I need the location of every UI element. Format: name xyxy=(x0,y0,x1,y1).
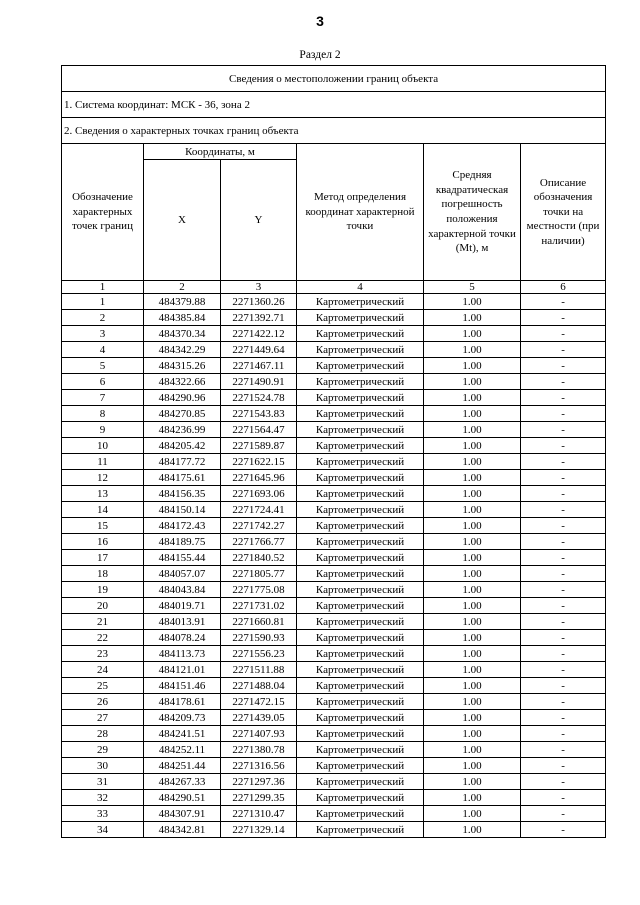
method-cell: Картометрический xyxy=(297,342,424,358)
description-cell: - xyxy=(521,326,606,342)
description-cell: - xyxy=(521,678,606,694)
table-row xyxy=(62,774,606,790)
description-cell: - xyxy=(521,774,606,790)
table-row xyxy=(62,342,606,358)
description-cell: - xyxy=(521,582,606,598)
points-heading: 2. Сведения о характерных точках границ объекта xyxy=(62,118,606,144)
coord-x-cell: 484342.29 xyxy=(144,342,221,358)
description-cell: - xyxy=(521,406,606,422)
coord-x-cell: 484385.84 xyxy=(144,310,221,326)
coord-x-cell: 484151.46 xyxy=(144,678,221,694)
mt-value-cell: 1.00 xyxy=(424,678,521,694)
coord-y-cell: 2271472.15 xyxy=(221,694,297,710)
method-cell: Картометрический xyxy=(297,566,424,582)
mt-value-cell: 1.00 xyxy=(424,438,521,454)
header-description: Описание обозначения точки на местности (при наличии) xyxy=(521,144,606,281)
description-cell: - xyxy=(521,502,606,518)
method-cell: Картометрический xyxy=(297,598,424,614)
mt-value-cell: 1.00 xyxy=(424,582,521,598)
coord-x-cell: 484078.24 xyxy=(144,630,221,646)
method-cell: Картометрический xyxy=(297,422,424,438)
page-number: 3 xyxy=(316,13,324,29)
table-row xyxy=(62,806,606,822)
point-number-cell: 19 xyxy=(62,582,144,598)
table-title: Сведения о местоположении границ объекта xyxy=(62,66,606,92)
column-number: 3 xyxy=(221,281,297,294)
mt-value-cell: 1.00 xyxy=(424,310,521,326)
coord-y-cell: 2271467.11 xyxy=(221,358,297,374)
point-number-cell: 31 xyxy=(62,774,144,790)
method-cell: Картометрический xyxy=(297,470,424,486)
method-cell: Картометрический xyxy=(297,550,424,566)
table-row xyxy=(62,678,606,694)
description-cell: - xyxy=(521,742,606,758)
description-cell: - xyxy=(521,598,606,614)
point-number-cell: 22 xyxy=(62,630,144,646)
header-error: Средняя квадратическая погрешность положения характерной точки (Mt), м xyxy=(424,144,521,281)
table-row xyxy=(62,742,606,758)
point-number-cell: 10 xyxy=(62,438,144,454)
coord-y-cell: 2271564.47 xyxy=(221,422,297,438)
mt-value-cell: 1.00 xyxy=(424,326,521,342)
mt-value-cell: 1.00 xyxy=(424,550,521,566)
mt-value-cell: 1.00 xyxy=(424,454,521,470)
point-number-cell: 12 xyxy=(62,470,144,486)
table-row xyxy=(62,550,606,566)
table-row xyxy=(62,294,606,310)
column-number: 2 xyxy=(144,281,221,294)
coord-x-cell: 484370.34 xyxy=(144,326,221,342)
mt-value-cell: 1.00 xyxy=(424,614,521,630)
mt-value-cell: 1.00 xyxy=(424,566,521,582)
point-number-cell: 30 xyxy=(62,758,144,774)
method-cell: Картометрический xyxy=(297,390,424,406)
table-row xyxy=(62,630,606,646)
method-cell: Картометрический xyxy=(297,374,424,390)
coord-x-cell: 484177.72 xyxy=(144,454,221,470)
header-coords-group: Координаты, м xyxy=(144,144,297,160)
column-number: 6 xyxy=(521,281,606,294)
coord-y-cell: 2271316.56 xyxy=(221,758,297,774)
description-cell: - xyxy=(521,790,606,806)
table-row xyxy=(62,822,606,838)
table-row xyxy=(62,694,606,710)
coord-y-cell: 2271589.87 xyxy=(221,438,297,454)
coord-x-cell: 484178.61 xyxy=(144,694,221,710)
table-row xyxy=(62,470,606,486)
coord-y-cell: 2271724.41 xyxy=(221,502,297,518)
description-cell: - xyxy=(521,358,606,374)
table-row xyxy=(62,358,606,374)
description-cell: - xyxy=(521,806,606,822)
method-cell: Картометрический xyxy=(297,662,424,678)
mt-value-cell: 1.00 xyxy=(424,422,521,438)
coord-y-cell: 2271840.52 xyxy=(221,550,297,566)
coord-y-cell: 2271392.71 xyxy=(221,310,297,326)
point-number-cell: 1 xyxy=(62,294,144,310)
coord-y-cell: 2271439.05 xyxy=(221,710,297,726)
table-row xyxy=(62,646,606,662)
coord-y-cell: 2271297.36 xyxy=(221,774,297,790)
header-y: Y xyxy=(221,160,297,281)
description-cell: - xyxy=(521,486,606,502)
coord-x-cell: 484241.51 xyxy=(144,726,221,742)
point-number-cell: 21 xyxy=(62,614,144,630)
coord-x-cell: 484322.66 xyxy=(144,374,221,390)
coord-x-cell: 484156.35 xyxy=(144,486,221,502)
mt-value-cell: 1.00 xyxy=(424,486,521,502)
mt-value-cell: 1.00 xyxy=(424,630,521,646)
table-row xyxy=(62,790,606,806)
header-x: X xyxy=(144,160,221,281)
table-row xyxy=(62,390,606,406)
description-cell: - xyxy=(521,342,606,358)
coord-x-cell: 484209.73 xyxy=(144,710,221,726)
coord-x-cell: 484290.96 xyxy=(144,390,221,406)
mt-value-cell: 1.00 xyxy=(424,694,521,710)
method-cell: Картометрический xyxy=(297,294,424,310)
table-row xyxy=(62,486,606,502)
coord-y-cell: 2271731.02 xyxy=(221,598,297,614)
description-cell: - xyxy=(521,662,606,678)
coord-y-cell: 2271622.15 xyxy=(221,454,297,470)
point-number-cell: 16 xyxy=(62,534,144,550)
coord-y-cell: 2271329.14 xyxy=(221,822,297,838)
description-cell: - xyxy=(521,438,606,454)
point-number-cell: 32 xyxy=(62,790,144,806)
table-row xyxy=(62,518,606,534)
table-row xyxy=(62,582,606,598)
mt-value-cell: 1.00 xyxy=(424,806,521,822)
coord-y-cell: 2271422.12 xyxy=(221,326,297,342)
description-cell: - xyxy=(521,710,606,726)
description-cell: - xyxy=(521,614,606,630)
coord-y-cell: 2271407.93 xyxy=(221,726,297,742)
coord-x-cell: 484113.73 xyxy=(144,646,221,662)
coord-x-cell: 484270.85 xyxy=(144,406,221,422)
coord-y-cell: 2271310.47 xyxy=(221,806,297,822)
column-number: 1 xyxy=(62,281,144,294)
point-number-cell: 13 xyxy=(62,486,144,502)
coord-y-cell: 2271490.91 xyxy=(221,374,297,390)
description-cell: - xyxy=(521,694,606,710)
description-cell: - xyxy=(521,518,606,534)
point-number-cell: 17 xyxy=(62,550,144,566)
coord-x-cell: 484379.88 xyxy=(144,294,221,310)
mt-value-cell: 1.00 xyxy=(424,534,521,550)
method-cell: Картометрический xyxy=(297,630,424,646)
description-cell: - xyxy=(521,822,606,838)
table-row xyxy=(62,374,606,390)
mt-value-cell: 1.00 xyxy=(424,662,521,678)
coord-x-cell: 484150.14 xyxy=(144,502,221,518)
coord-y-cell: 2271660.81 xyxy=(221,614,297,630)
point-number-cell: 23 xyxy=(62,646,144,662)
point-number-cell: 7 xyxy=(62,390,144,406)
method-cell: Картометрический xyxy=(297,358,424,374)
description-cell: - xyxy=(521,390,606,406)
mt-value-cell: 1.00 xyxy=(424,646,521,662)
coord-y-cell: 2271590.93 xyxy=(221,630,297,646)
point-number-cell: 26 xyxy=(62,694,144,710)
coord-y-cell: 2271556.23 xyxy=(221,646,297,662)
point-number-cell: 5 xyxy=(62,358,144,374)
description-cell: - xyxy=(521,566,606,582)
method-cell: Картометрический xyxy=(297,774,424,790)
point-number-cell: 20 xyxy=(62,598,144,614)
method-cell: Картометрический xyxy=(297,614,424,630)
table-row xyxy=(62,726,606,742)
mt-value-cell: 1.00 xyxy=(424,726,521,742)
point-number-cell: 29 xyxy=(62,742,144,758)
method-cell: Картометрический xyxy=(297,326,424,342)
table-row xyxy=(62,758,606,774)
coord-x-cell: 484172.43 xyxy=(144,518,221,534)
mt-value-cell: 1.00 xyxy=(424,390,521,406)
mt-value-cell: 1.00 xyxy=(424,406,521,422)
mt-value-cell: 1.00 xyxy=(424,374,521,390)
method-cell: Картометрический xyxy=(297,806,424,822)
coord-x-cell: 484267.33 xyxy=(144,774,221,790)
point-number-cell: 28 xyxy=(62,726,144,742)
table-row xyxy=(62,326,606,342)
coord-system-label: 1. Система координат: МСК - 36, зона 2 xyxy=(62,92,606,118)
coord-y-cell: 2271805.77 xyxy=(221,566,297,582)
mt-value-cell: 1.00 xyxy=(424,342,521,358)
mt-value-cell: 1.00 xyxy=(424,822,521,838)
table-row xyxy=(62,710,606,726)
method-cell: Картометрический xyxy=(297,822,424,838)
coord-x-cell: 484121.01 xyxy=(144,662,221,678)
table-row xyxy=(62,310,606,326)
mt-value-cell: 1.00 xyxy=(424,470,521,486)
coord-x-cell: 484019.71 xyxy=(144,598,221,614)
point-number-cell: 11 xyxy=(62,454,144,470)
method-cell: Картометрический xyxy=(297,502,424,518)
column-number: 4 xyxy=(297,281,424,294)
boundary-points-table xyxy=(61,65,606,838)
mt-value-cell: 1.00 xyxy=(424,502,521,518)
table-row xyxy=(62,614,606,630)
method-cell: Картометрический xyxy=(297,694,424,710)
coord-x-cell: 484057.07 xyxy=(144,566,221,582)
coord-x-cell: 484315.26 xyxy=(144,358,221,374)
mt-value-cell: 1.00 xyxy=(424,598,521,614)
method-cell: Картометрический xyxy=(297,310,424,326)
section-label: Раздел 2 xyxy=(299,49,341,61)
point-number-cell: 14 xyxy=(62,502,144,518)
mt-value-cell: 1.00 xyxy=(424,790,521,806)
method-cell: Картометрический xyxy=(297,406,424,422)
coord-y-cell: 2271645.96 xyxy=(221,470,297,486)
method-cell: Картометрический xyxy=(297,486,424,502)
method-cell: Картометрический xyxy=(297,710,424,726)
mt-value-cell: 1.00 xyxy=(424,710,521,726)
description-cell: - xyxy=(521,374,606,390)
point-number-cell: 34 xyxy=(62,822,144,838)
coord-x-cell: 484043.84 xyxy=(144,582,221,598)
coord-x-cell: 484252.11 xyxy=(144,742,221,758)
method-cell: Картометрический xyxy=(297,678,424,694)
description-cell: - xyxy=(521,726,606,742)
method-cell: Картометрический xyxy=(297,438,424,454)
method-cell: Картометрический xyxy=(297,454,424,470)
coord-x-cell: 484290.51 xyxy=(144,790,221,806)
coord-y-cell: 2271766.77 xyxy=(221,534,297,550)
coord-y-cell: 2271742.27 xyxy=(221,518,297,534)
coord-x-cell: 484205.42 xyxy=(144,438,221,454)
method-cell: Картометрический xyxy=(297,790,424,806)
description-cell: - xyxy=(521,758,606,774)
coord-y-cell: 2271488.04 xyxy=(221,678,297,694)
mt-value-cell: 1.00 xyxy=(424,774,521,790)
description-cell: - xyxy=(521,294,606,310)
method-cell: Картометрический xyxy=(297,726,424,742)
point-number-cell: 8 xyxy=(62,406,144,422)
method-cell: Картометрический xyxy=(297,582,424,598)
point-number-cell: 33 xyxy=(62,806,144,822)
header-point: Обозначение характерных точек границ xyxy=(62,144,144,281)
coord-x-cell: 484342.81 xyxy=(144,822,221,838)
table-row xyxy=(62,406,606,422)
method-cell: Картометрический xyxy=(297,742,424,758)
table-row xyxy=(62,438,606,454)
coord-x-cell: 484013.91 xyxy=(144,614,221,630)
table-row xyxy=(62,662,606,678)
description-cell: - xyxy=(521,422,606,438)
method-cell: Картометрический xyxy=(297,518,424,534)
description-cell: - xyxy=(521,646,606,662)
coord-y-cell: 2271543.83 xyxy=(221,406,297,422)
point-number-cell: 24 xyxy=(62,662,144,678)
table-row xyxy=(62,422,606,438)
coord-y-cell: 2271449.64 xyxy=(221,342,297,358)
table-row xyxy=(62,454,606,470)
column-number: 5 xyxy=(424,281,521,294)
description-cell: - xyxy=(521,630,606,646)
point-number-cell: 4 xyxy=(62,342,144,358)
description-cell: - xyxy=(521,550,606,566)
point-number-cell: 15 xyxy=(62,518,144,534)
coord-y-cell: 2271693.06 xyxy=(221,486,297,502)
description-cell: - xyxy=(521,470,606,486)
coord-x-cell: 484251.44 xyxy=(144,758,221,774)
point-number-cell: 18 xyxy=(62,566,144,582)
mt-value-cell: 1.00 xyxy=(424,742,521,758)
coord-y-cell: 2271360.26 xyxy=(221,294,297,310)
method-cell: Картометрический xyxy=(297,758,424,774)
point-number-cell: 6 xyxy=(62,374,144,390)
method-cell: Картометрический xyxy=(297,534,424,550)
coord-x-cell: 484307.91 xyxy=(144,806,221,822)
table-row xyxy=(62,502,606,518)
coord-y-cell: 2271380.78 xyxy=(221,742,297,758)
coord-y-cell: 2271524.78 xyxy=(221,390,297,406)
point-number-cell: 25 xyxy=(62,678,144,694)
description-cell: - xyxy=(521,534,606,550)
header-method: Метод определения координат характерной точки xyxy=(297,144,424,281)
description-cell: - xyxy=(521,310,606,326)
point-number-cell: 27 xyxy=(62,710,144,726)
point-number-cell: 2 xyxy=(62,310,144,326)
coord-x-cell: 484236.99 xyxy=(144,422,221,438)
coord-y-cell: 2271299.35 xyxy=(221,790,297,806)
method-cell: Картометрический xyxy=(297,646,424,662)
mt-value-cell: 1.00 xyxy=(424,358,521,374)
coord-x-cell: 484175.61 xyxy=(144,470,221,486)
coord-x-cell: 484189.75 xyxy=(144,534,221,550)
coord-y-cell: 2271511.88 xyxy=(221,662,297,678)
table-row xyxy=(62,598,606,614)
table-row xyxy=(62,534,606,550)
point-number-cell: 9 xyxy=(62,422,144,438)
coord-x-cell: 484155.44 xyxy=(144,550,221,566)
point-number-cell: 3 xyxy=(62,326,144,342)
coord-y-cell: 2271775.08 xyxy=(221,582,297,598)
mt-value-cell: 1.00 xyxy=(424,758,521,774)
mt-value-cell: 1.00 xyxy=(424,518,521,534)
table-row xyxy=(62,566,606,582)
description-cell: - xyxy=(521,454,606,470)
mt-value-cell: 1.00 xyxy=(424,294,521,310)
